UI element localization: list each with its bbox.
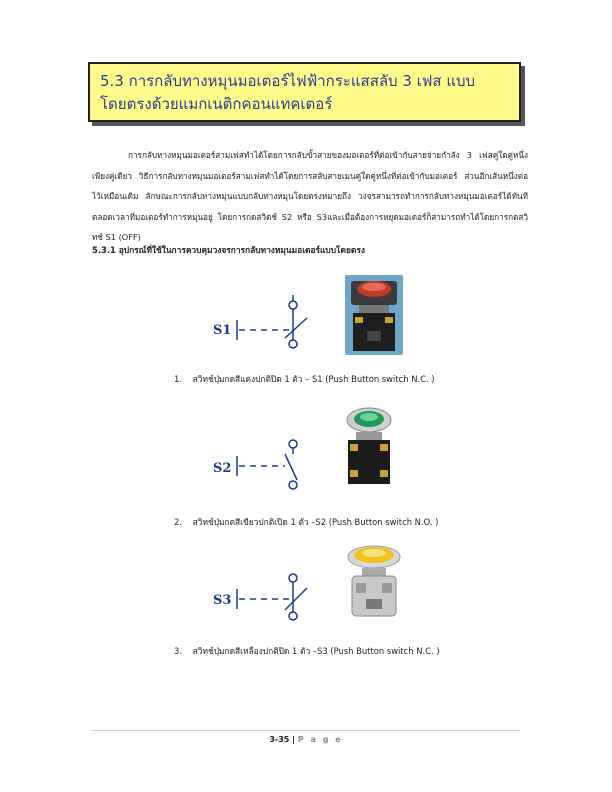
item-1-caption: [174, 372, 435, 386]
s3-switch-symbol: [205, 568, 325, 633]
yellow-push-button-photo: [338, 543, 410, 623]
item-2-text: สวิทช์ปุ่มกดสีเขียวปกติเปิด 1 ตัว –S2 (Push Button switch N.O. ): [192, 517, 439, 527]
subsection-heading: 5.3.1 อุปกรณ์ที่ใช้ในการควบคุมวงจรการกลับทางหมุนมอเตอร์แบบโดยตรง: [92, 245, 365, 255]
page-number: 3-35: [269, 735, 290, 744]
item-2-caption: [174, 515, 438, 529]
s1-switch-symbol: [205, 290, 325, 355]
page-label: P a g e: [297, 735, 343, 744]
green-push-button-photo: [338, 404, 400, 488]
item-1-text: สวิทช์ปุ่มกดสีแดงปกติปิด 1 ตัว – S1 (Push Button switch N.C. ): [192, 374, 435, 384]
item-2-number: 2.: [174, 517, 182, 527]
section-heading-box: [88, 62, 521, 122]
body-paragraph: การกลับทางหมุนมอเตอร์สามเฟสทำได้โดยการกลับขั้วสายของมอเตอร์ที่ต่อเข้ากับสายจ่ายกำลัง 3 เฟสคู่ใดคู่หนึ่งเพียงคู่เดียว วิธีการกลับทางหมุนมอเตอร์สามเฟสทำได้โดยการสลับสายเมนคู่ใดคู่หนึ่งที่ต่อเข้ากับมอเตอร์ ส่วนอีกเส้นหนึ่งต่อไว้เหมือนเดิม ลักษณะการกลับทางหมุนแบบกลับทางหมุนโดยตรงหมายถึง วงจรสามารถทำการกลับทางหมุนมอเตอร์ได้ทันทีตลอดเวลาที่มอเตอร์ทำการหมุนอยู่ โดยการกดสวิตช์ S2 หรือ S3และเมื่อต้องการหยุดมอเตอร์ก็สามารถทำได้โดยการกดสวิทช์ S1 (OFF): [92, 150, 528, 242]
item-3-text: สวิทช์ปุ่มกดสีเหลืองปกติปิด 1 ตัว –S3 (Push Button switch N.C. ): [192, 646, 440, 656]
item-3-caption: [174, 644, 440, 658]
s3-symbol-label: S3: [213, 593, 232, 608]
section-heading: 5.3 การกลับทางหมุนมอเตอร์ไฟฟ้ากระแสสลับ 3 เฟส แบบโดยตรงด้วยแมกเนติกคอนแทคเตอร์: [100, 72, 476, 113]
s2-symbol-label: S2: [213, 461, 232, 476]
page-footer: [0, 735, 612, 744]
s2-switch-symbol: [205, 432, 325, 497]
footer-separator: |: [292, 735, 296, 744]
item-3-number: 3.: [174, 646, 182, 656]
item-1-number: 1.: [174, 374, 182, 384]
s1-symbol-label: S1: [213, 323, 232, 338]
footer-divider: [92, 730, 520, 731]
red-push-button-photo: [345, 275, 403, 355]
